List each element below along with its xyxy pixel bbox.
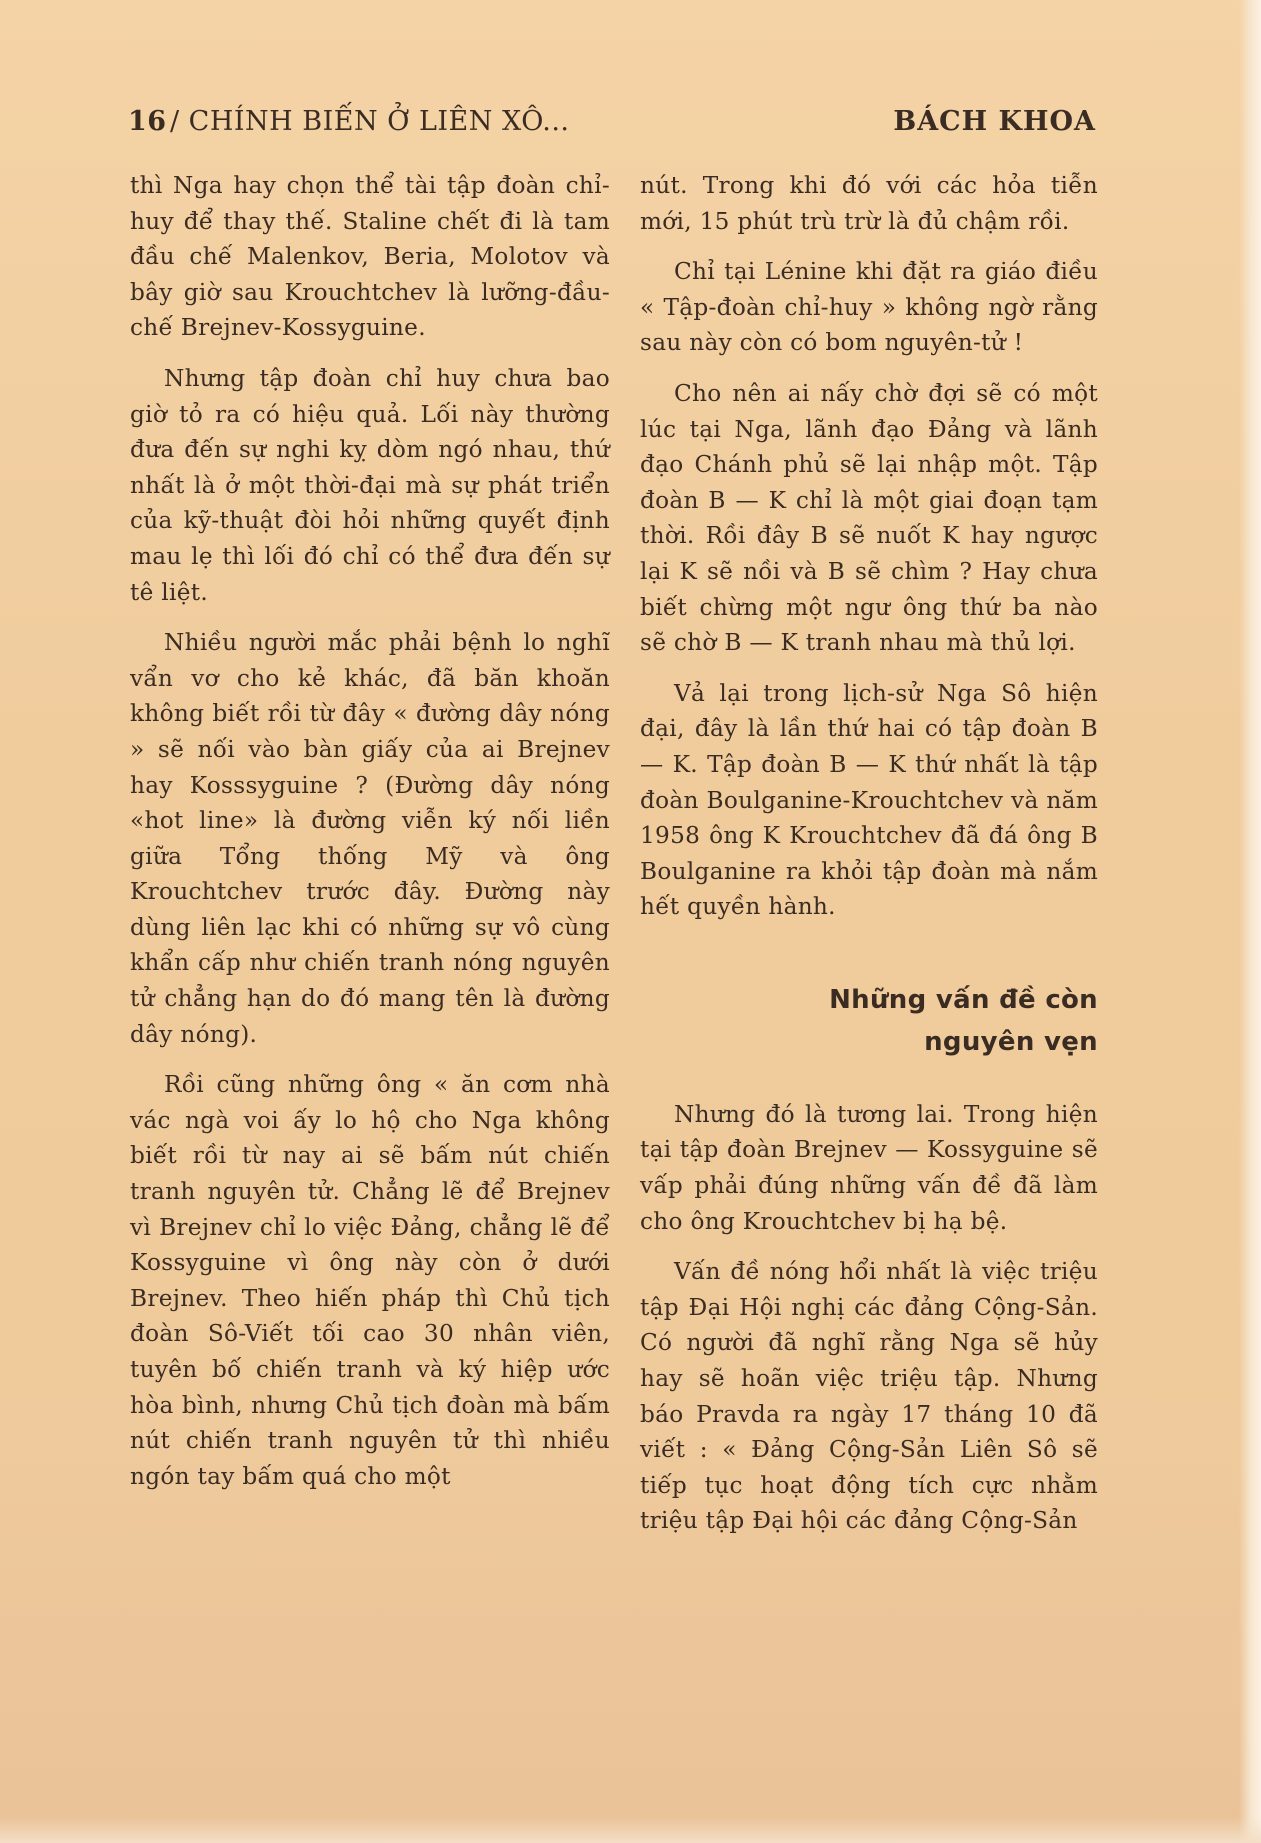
page-number: 16 [128, 106, 167, 137]
right-column [640, 168, 1098, 1554]
paragraph: Chỉ tại Lénine khi đặt ra giáo điều « Tập-đoàn chỉ-huy » không ngờ rằng sau này còn có bom nguyên-tử ! [640, 258, 1098, 357]
paragraph: thì Nga hay chọn thể tài tập đoàn chỉ-huy để thay thế. Staline chết đi là tam đầu chế Malenkov, Beria, Molotov và bây giờ sau Krouchtchev là lưỡng-đầu-chế Brejnev-Kossyguine. [130, 172, 610, 342]
paragraph: Vả lại trong lịch-sử Nga Sô hiện đại, đây là lần thứ hai có tập đoàn B — K. Tập đoàn B — K thứ nhất là tập đoàn Boulganine-Krouchtchev và năm 1958 ông K Krouchtchev đã đá ông B Boulganine ra khỏi tập đoàn mà nắm hết quyền hành. [640, 679, 1098, 921]
running-title: / CHÍNH BIẾN Ở LIÊN XÔ... [170, 106, 570, 137]
left-column [130, 168, 610, 1509]
page-header [128, 100, 1096, 144]
journal-name: BÁCH KHOA [893, 106, 1096, 137]
paragraph: Nhưng đó là tương lai. Trong hiện tại tập đoàn Brejnev — Kossyguine sẽ vấp phải đúng những vấn đề đã làm cho ông Krouchtchev bị hạ bệ. [640, 1100, 1098, 1235]
paragraph: Vấn đề nóng hổi nhất là việc triệu tập Đại Hội nghị các đảng Cộng-Sản. Có người đã nghĩ rằng Nga sẽ hủy hay sẽ hoãn việc triệu tập. Nhưng báo Pravda ra ngày 17 tháng 10 đã viết : « Đảng Cộng-Sản Liên Sô sẽ tiếp tục hoạt động tích cực nhằm triệu tập Đại hội các đảng Cộng-Sản [640, 1258, 1098, 1535]
paragraph: Cho nên ai nấy chờ đợi sẽ có một lúc tại Nga, lãnh đạo Đảng và lãnh đạo Chánh phủ sẽ lại nhập một. Tập đoàn B — K chỉ là một giai đoạn tạm thời. Rồi đây B sẽ nuốt K hay ngược lại K sẽ nồi và B sẽ chìm ? Hay chưa biết chừng một ngư ông thứ ba nào sẽ chờ B — K tranh nhau mà thủ lợi. [640, 379, 1098, 657]
paragraph: Nhiều người mắc phải bệnh lo nghĩ vẩn vơ cho kẻ khác, đã băn khoăn không biết rồi từ đây « đường dây nóng » sẽ nối vào bàn giấy của ai Brejnev hay Kosssyguine ? (Đường dây nóng «hot line» là đường viễn ký nối liền giữa Tổng thống Mỹ và ông Krouchtchev trước đây. Đường này dùng liên lạc khi có những sự vô cùng khẩn cấp như chiến tranh nóng nguyên tử chẳng hạn do đó mang tên là đường dây nóng). [130, 629, 610, 1048]
paragraph: Nhưng tập đoàn chỉ huy chưa bao giờ tỏ ra có hiệu quả. Lối này thường đưa đến sự nghi kỵ dòm ngó nhau, thứ nhất là ở một thời-đại mà sự phát triển của kỹ-thuật đòi hỏi những quyết định mau lẹ thì lối đó chỉ có thể đưa đến sự tê liệt. [130, 364, 610, 606]
paragraph: nút. Trong khi đó với các hỏa tiễn mới, 15 phút trù trừ là đủ chậm rồi. [640, 172, 1098, 235]
page-edge-bottom [0, 1817, 1261, 1843]
section-heading [640, 979, 1098, 1063]
section-heading-line: Những vấn đề còn [829, 984, 1098, 1015]
paragraph: Rồi cũng những ông « ăn cơm nhà vác ngà voi ấy lo hộ cho Nga không biết rồi từ nay ai sẽ bấm nút chiến tranh nguyên tử. Chẳng lẽ để Brejnev vì Brejnev chỉ lo việc Đảng, chẳng lẽ để Kossyguine vì ông này còn ở dưới Brejnev. Theo hiến pháp thì Chủ tịch đoàn Sô-Viết tối cao 30 nhân viên, tuyên bố chiến tranh và ký hiệp ước hòa bình, nhưng Chủ tịch đoàn mà bấm nút chiến tranh nguyên tử thì nhiều ngón tay bấm quá cho một [130, 1071, 610, 1490]
page-edge-right [1239, 0, 1261, 1843]
section-heading-line: nguyên vẹn [924, 1026, 1098, 1057]
